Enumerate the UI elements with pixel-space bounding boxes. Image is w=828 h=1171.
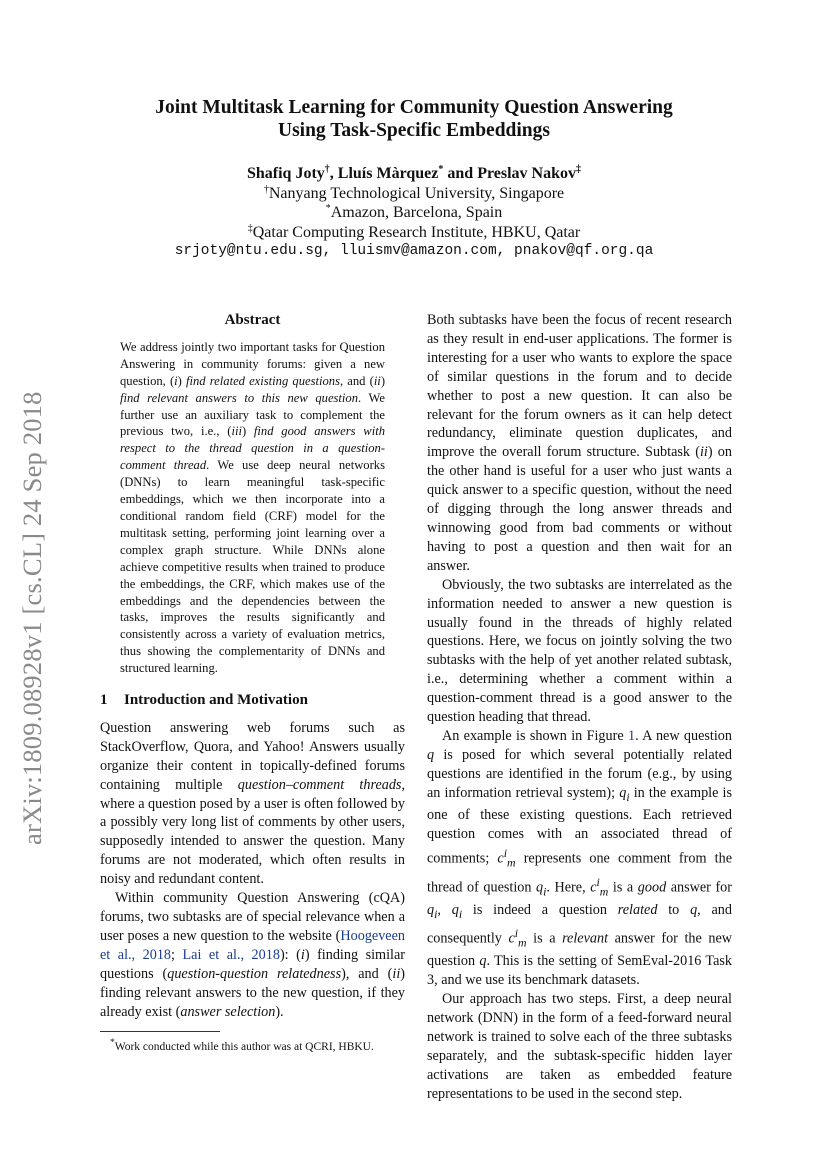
affiliation-3-text: Qatar Computing Research Institute, HBKU, Qatar [252,223,581,241]
intro-paragraph-4: Obviously, the two subtasks are interrelated as the information needed to answer a new question is usually found in the threads of highly related questions. Here, we focus on jointly solving the two subtasks with the help of yet another related subtask, i.e., determining whether a comment within a question-comment thread is a good answer to the question heading that thread. [427,576,732,726]
arxiv-identifier: arXiv:1809.08928v1 [cs.CL] 24 Sep 2018 [17,391,47,845]
citation-link[interactable]: Hoogeveen et al., 2018 [100,927,405,963]
abstract-text: We address jointly two important tasks for Question Answering in community forums: given a new question, (i) find related existing questions, and (ii) find relevant answers to this new question. We further use an auxiliary task to complement the previous two, i.e., (iii) find good answers with respect to the thread question in a question-comment thread. We use deep neural networks (DNNs) to learn meaningful task-specific embeddings, which we then incorporate into a conditional random field (CRF) model for the multitask setting, performing joint learning over a complex graph structure. While DNNs alone achieve competitive results when trained to produce the embeddings, the CRF, which makes use of the embeddings and the dependencies between the tasks, improves the results significantly and consistently across a variety of evaluation metrics, thus showing the complementarity of DNNs and structured learning. [120,339,386,676]
affiliation-1-mark: † [263,183,269,195]
paper-title [100,96,728,142]
section-title: Introduction and Motivation [124,692,308,709]
title-line-1: Joint Multitask Learning for Community Question Answering [155,97,673,118]
author-emails: srjoty@ntu.edu.sg, lluismv@amazon.com, pnakov@qf.org.qa [174,243,654,259]
citation-link[interactable]: Lai et al., 2018 [182,946,280,963]
left-column [100,311,405,1054]
figure-link[interactable]: 1 [627,727,636,744]
affiliation-3-mark: ‡ [247,222,253,234]
affiliation-2 [100,203,728,223]
author-block [100,164,728,262]
affiliation-1-text: Nanyang Technological University, Singapore [268,184,565,202]
affiliation-3 [100,223,728,243]
intro-paragraph-6: Our approach has two steps. First, a deep neural network (DNN) in the form of a feed-forward neural network is trained to solve each of the three subtasks separately, and the subtask-specific hidden layer activations are taken as embedded feature representations to be used in the second step. [427,991,732,1102]
author-1: Shafiq Joty [246,165,325,182]
author-1-mark: † [324,164,330,175]
author-2: Lluís Màrquez [337,165,439,182]
intro-paragraph-3: Both subtasks have been the focus of recent research as they result in end-user applications. The former is interesting for a user who wants to explore the space of similar questions in the forum and to decide whether to post a new question. It can also be relevant for the forum owners as it can help detect redundancy, eliminate question duplicates, and improve the overall forum structure. Subtask (ii) on the other hand is useful for a user who just wants a quick answer to a specific question, without the need of digging through the long answer threads and winnowing good from bad comments or without having to post a question and then wait for an answer. [427,312,732,574]
title-line-2: Using Task-Specific Embeddings [277,120,550,141]
footnote: *Work conducted while this author was at QCRI, HBKU. [110,1037,374,1054]
abstract-heading: Abstract [224,312,281,328]
intro-paragraph-5: An example is shown in Figure 1. A new question q is posed for which several potentially related questions are identified in the forum (e.g., by using an information retrieval system); $q_i$ in the example is one of these existing questions. Each retrieved question comes with an associated thread of comments; $c^i_m$ represents one comment from the thread of question $q_i$. Here, $c^i_m$ is a good answer for $q_i$, $q_i$ is indeed a question related to q, and consequently $c^i_m$ is a relevant answer for the new question q. This is the setting of SemEval-2016 Task 3, and we use its benchmark datasets. [427,727,732,989]
author-conjunction: and [447,165,474,182]
intro-paragraph-2: Within community Question Answering (cQA) forums, two subtasks are of special relevance when a user poses a new question to the website (Hoogeveen et al., 2018; Lai et al., 2018): (i) finding similar questions (question-question relatedness), and (ii) finding relevant answers to the new question, if they already exist (answer selection). [100,890,405,1020]
section-number: 1 [100,692,108,709]
affiliation-2-text: Amazon, Barcelona, Spain [330,204,503,221]
author-3-mark: ‡ [576,164,581,175]
right-column [427,311,732,1104]
author-names: Shafiq Joty†, Lluís Màrquez* and Preslav Nakov‡ [246,164,581,182]
affiliation-1 [100,184,728,204]
author-3: Preslav Nakov [477,165,576,182]
affiliation-2-mark: * [325,203,331,214]
footnote-rule [100,1031,220,1032]
intro-paragraph-1: Question answering web forums such as StackOverflow, Quora, and Yahoo! Answers usually organize their content in topically-defined forums containing multiple question–comment threads, where a question posed by a user is often followed by a possibly very long list of comments by other users, supposedly intended to answer the question. Many forums are not moderated, which often results in noisy and redundant content. [100,719,405,888]
section-heading [100,691,405,710]
author-2-mark: * [438,164,444,175]
